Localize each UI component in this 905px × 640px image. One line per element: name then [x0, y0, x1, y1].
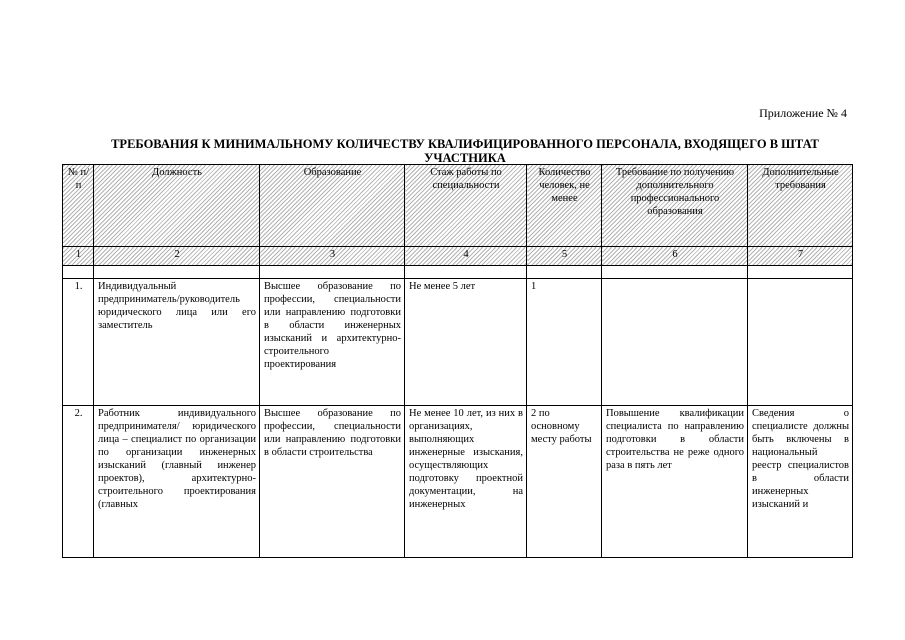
- education-cell: Высшее образование по профессии, специальности или направлению подготовки в области инженерных изысканий и архитектурно-строительного проектирования: [260, 279, 405, 406]
- row-number: 1.: [63, 279, 94, 406]
- position-cell: Индивидуальный предприниматель/руководитель юридического лица или его заместитель: [94, 279, 260, 406]
- column-number: 4: [405, 247, 527, 266]
- additional-requirements-cell: Сведения о специалисте должны быть включены в национальный реестр специалистов в области инженерных изысканий и: [748, 406, 853, 558]
- column-number: 2: [94, 247, 260, 266]
- row-number: 2.: [63, 406, 94, 558]
- column-number: 1: [63, 247, 94, 266]
- header-cell-count: Количество человек, не менее: [527, 165, 602, 247]
- column-number: 6: [602, 247, 748, 266]
- column-number-row: [63, 247, 853, 266]
- header-cell-additional-education: Требование по получению дополнительного профессионального образования: [602, 165, 748, 247]
- experience-cell: Не менее 10 лет, из них в организациях, выполняющих инженерные изыскания, осуществляющих подготовку проектной документации, на инженерных: [405, 406, 527, 558]
- experience-cell: Не менее 5 лет: [405, 279, 527, 406]
- column-number: 3: [260, 247, 405, 266]
- header-cell-position: Должность: [94, 165, 260, 247]
- column-number: 5: [527, 247, 602, 266]
- header-cell-number: № п/п: [63, 165, 94, 247]
- header-cell-education: Образование: [260, 165, 405, 247]
- table-row: [63, 406, 853, 558]
- spacer-row: [63, 266, 853, 279]
- appendix-label: Приложение № 4: [759, 106, 847, 120]
- requirements-table: [62, 164, 853, 558]
- additional-education-cell: [602, 279, 748, 406]
- position-cell: Работник индивидуального предпринимателя/ юридического лица – специалист по организации по организации инженерных изысканий (главный инженер проектов), архитектурно-строительного проектирования (главных: [94, 406, 260, 558]
- additional-education-cell: Повышение квалификации специалиста по направлению подготовки в области строительства не реже одного раза в пять лет: [602, 406, 748, 558]
- header-cell-additional-requirements: Дополнительные требования: [748, 165, 853, 247]
- count-cell: 2 по основному месту работы: [527, 406, 602, 558]
- column-number: 7: [748, 247, 853, 266]
- additional-requirements-cell: [748, 279, 853, 406]
- table-row: [63, 279, 853, 406]
- count-cell: 1: [527, 279, 602, 406]
- education-cell: Высшее образование по профессии, специальности или направлению подготовки в области строительства: [260, 406, 405, 558]
- document-title: ТРЕБОВАНИЯ К МИНИМАЛЬНОМУ КОЛИЧЕСТВУ КВАЛИФИЦИРОВАННОГО ПЕРСОНАЛА, ВХОДЯЩЕГО В ШТАТ УЧАСТНИКА: [111, 137, 819, 165]
- header-cell-experience: Стаж работы по специальности: [405, 165, 527, 247]
- table-header-row: [63, 165, 853, 247]
